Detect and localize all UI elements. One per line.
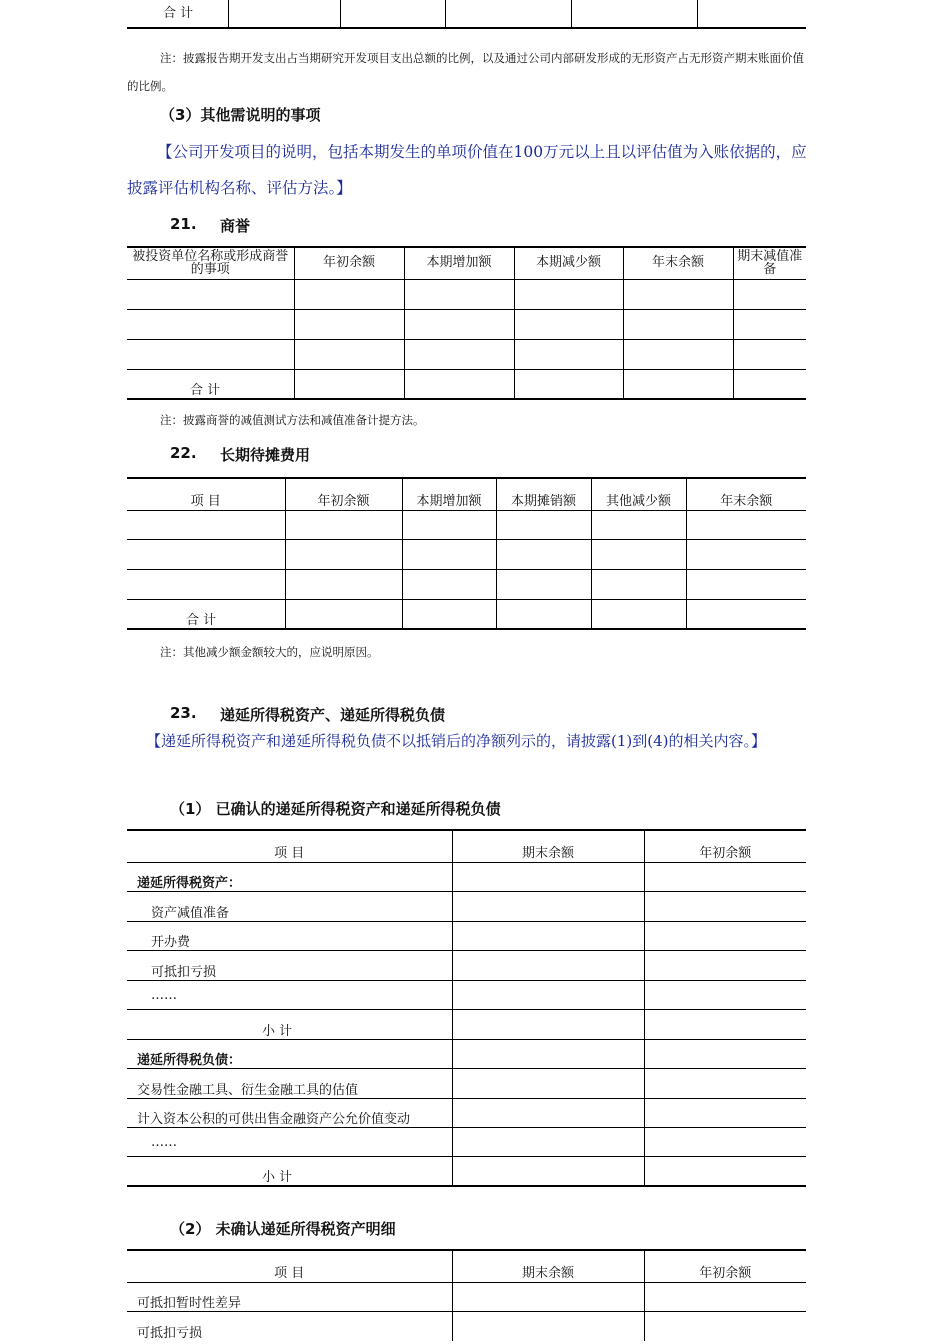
row-label: 计入资本公积的可供出售金融资产公允价值变动 [127, 1098, 452, 1127]
prepaid-header-increase: 本期增加额 [402, 478, 496, 510]
row-label: 可抵扣亏损 [127, 950, 452, 980]
section-21-number: 21. [170, 215, 197, 233]
table-row [127, 1039, 806, 1068]
sub-1-title: （1） 已确认的递延所得税资产和递延所得税负债 [170, 800, 501, 818]
section-22-title: 长期待摊费用 [220, 446, 311, 464]
table-row [127, 1156, 806, 1186]
row-label: 递延所得税负债： [127, 1039, 452, 1068]
deferred-header-item: 项 目 [127, 830, 452, 862]
unrecognized-header-closing: 期末余额 [452, 1250, 644, 1282]
prepaid-header-other-decrease: 其他减少额 [591, 478, 686, 510]
prepaid-header-item: 项 目 [127, 478, 285, 510]
table-row [127, 1009, 806, 1039]
table-row [127, 1068, 806, 1098]
table-row [127, 1127, 806, 1156]
table-row [127, 510, 806, 539]
table-row [127, 279, 806, 309]
goodwill-header-impairment: 期末减值准备 [733, 247, 806, 279]
total-label: 合 计 [127, 0, 228, 28]
goodwill-header-increase: 本期增加额 [404, 247, 514, 279]
table-row [127, 1098, 806, 1127]
table-row [127, 862, 806, 891]
goodwill-header-entity: 被投资单位名称或形成商誉的事项 [127, 247, 294, 279]
table-row [127, 921, 806, 950]
row-label: 交易性金融工具、衍生金融工具的估值 [127, 1068, 452, 1098]
prepaid-header-opening: 年初余额 [285, 478, 402, 510]
row-label: 可抵扣暂时性差异 [127, 1282, 452, 1311]
table-row [127, 309, 806, 339]
table-row [127, 891, 806, 921]
prepaid-total-label: 合 计 [127, 599, 285, 629]
goodwill-total-label: 合 计 [127, 369, 294, 399]
rd-table-continuation [127, 0, 806, 29]
sub-2-title: （2） 未确认递延所得税资产明细 [170, 1220, 396, 1238]
blue-note-dev-projects: 【公司开发项目的说明，包括本期发生的单项价值在100万元以上且以评估值为入账依据的，应披露评估机构名称、评估方法。】 [127, 143, 807, 197]
unrecognized-deferred-tax-table [127, 1249, 806, 1341]
goodwill-header-opening: 年初余额 [294, 247, 404, 279]
section-23-title: 递延所得税资产、递延所得税负债 [220, 706, 446, 724]
section-other-title: （3）其他需说明的事项 [160, 106, 321, 124]
row-label: 资产减值准备 [127, 891, 452, 921]
unrecognized-header-item: 项 目 [127, 1250, 452, 1282]
row-label: …… [127, 1127, 452, 1156]
blue-note-deferred-tax: 【递延所得税资产和递延所得税负债不以抵销后的净额列示的，请披露(1)到(4)的相关内容。】 [146, 732, 766, 750]
row-label: …… [127, 980, 452, 1009]
section-21-title: 商誉 [220, 217, 251, 235]
note-prepaid: 注：其他减少额金额较大的，应说明原因。 [160, 645, 379, 659]
row-label: 小 计 [127, 1156, 452, 1186]
deferred-header-closing: 期末余额 [452, 830, 644, 862]
note-rd: 注：披露报告期开发支出占当期研究开发项目支出总额的比例，以及通过公司内部研发形成的无形资产占无形资产期末账面价值的比例。 [127, 51, 804, 93]
goodwill-header-closing: 年末余额 [623, 247, 733, 279]
section-22-number: 22. [170, 444, 197, 462]
table-row [127, 1311, 806, 1341]
table-row [127, 569, 806, 599]
row-label: 递延所得税资产： [127, 862, 452, 891]
section-23-number: 23. [170, 704, 197, 722]
table-row [127, 980, 806, 1009]
table-row [127, 1282, 806, 1311]
table-row [127, 539, 806, 569]
prepaid-expenses-table [127, 477, 806, 630]
deferred-header-opening: 年初余额 [644, 830, 806, 862]
note-goodwill: 注：披露商誉的减值测试方法和减值准备计提方法。 [160, 413, 425, 427]
row-label: 开办费 [127, 921, 452, 950]
deferred-tax-table [127, 829, 806, 1187]
prepaid-header-amortization: 本期摊销额 [496, 478, 591, 510]
goodwill-table [127, 246, 806, 400]
table-row [127, 950, 806, 980]
unrecognized-header-opening: 年初余额 [644, 1250, 806, 1282]
prepaid-header-closing: 年末余额 [686, 478, 806, 510]
row-label: 小 计 [127, 1009, 452, 1039]
table-row [127, 339, 806, 369]
row-label: 可抵扣亏损 [127, 1311, 452, 1341]
goodwill-header-decrease: 本期减少额 [514, 247, 623, 279]
